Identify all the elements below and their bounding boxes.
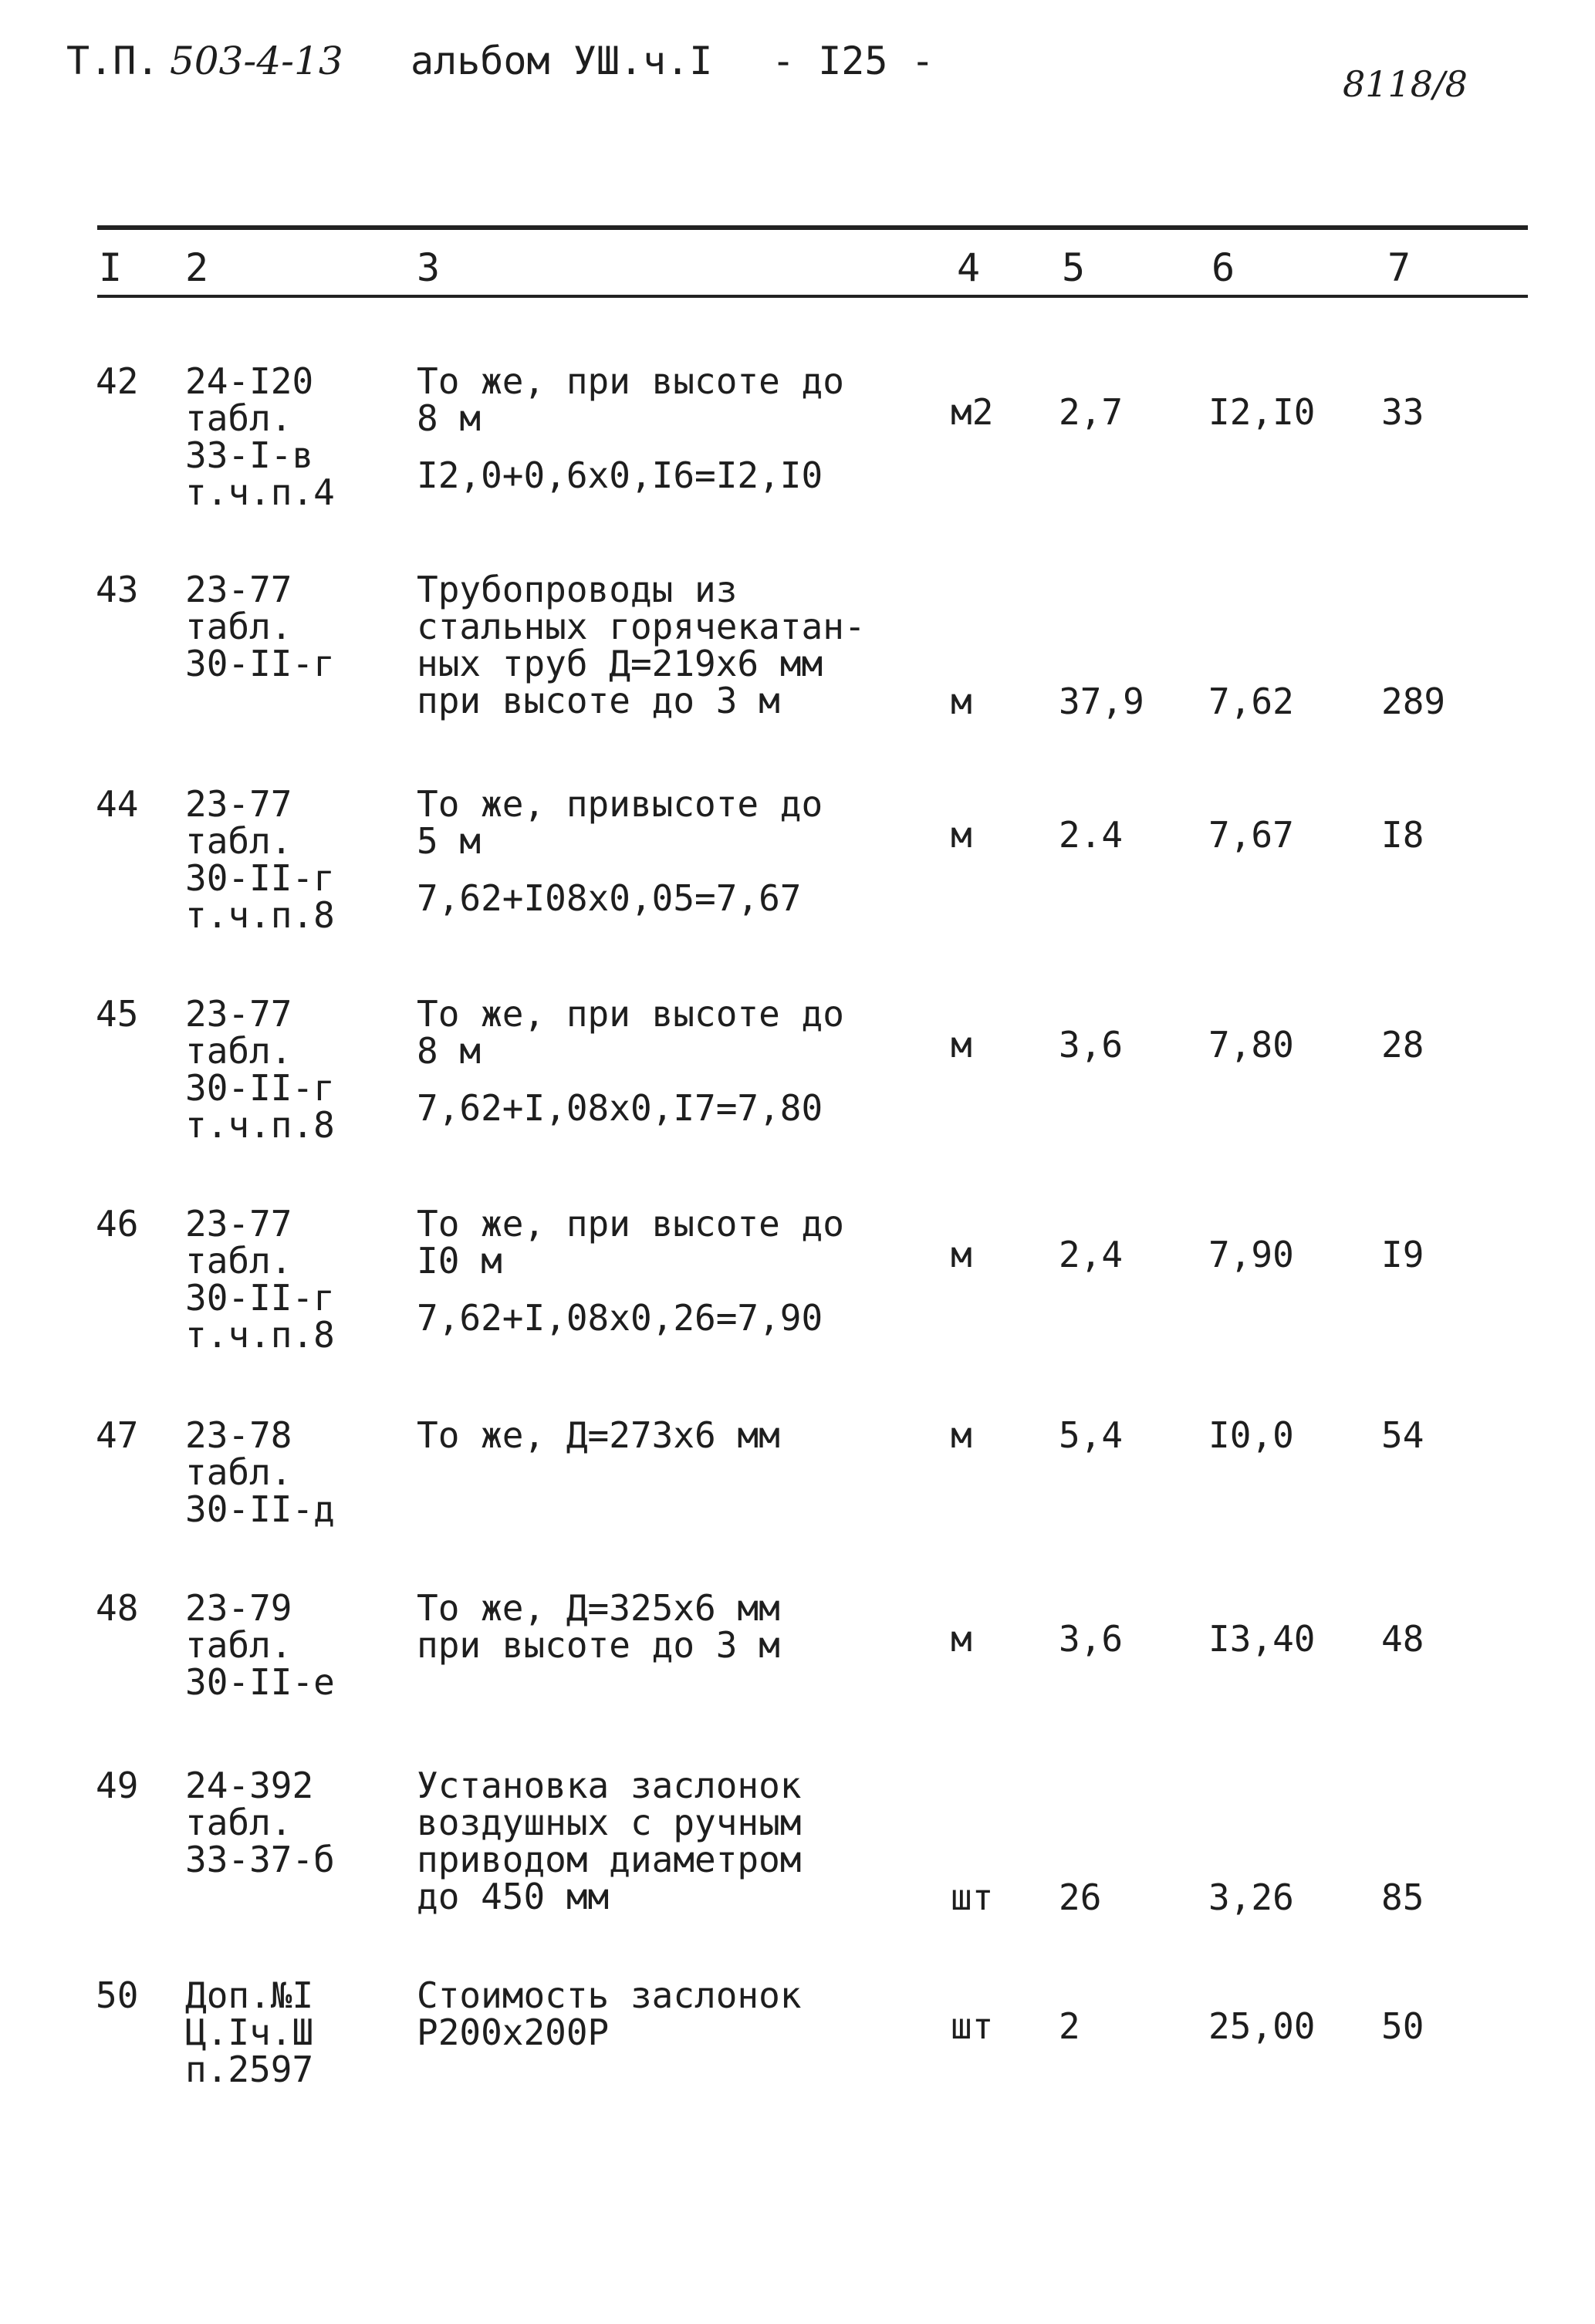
reference-line: т.ч.п.8 (185, 1104, 335, 1146)
row-number: 45 (96, 993, 139, 1035)
table-column-headers (0, 245, 1595, 292)
reference-line: табл. (185, 1802, 292, 1843)
reference-line: 23-77 (185, 1203, 292, 1245)
col-head-7: 7 (1387, 245, 1411, 290)
row-unit: шт (951, 1876, 994, 1918)
row-description (417, 1414, 780, 1456)
row-reference (185, 1203, 335, 1356)
header-document-number: 8118/8 (1343, 63, 1468, 105)
row-quantity: 2 (1059, 2005, 1080, 2047)
description-line: То же, привысоте до (417, 783, 823, 825)
reference-line: 30-II-г (185, 857, 335, 899)
description-line: до 450 мм (417, 1876, 610, 1917)
row-quantity: 2,4 (1059, 1234, 1124, 1275)
reference-line: 33-I-в (185, 434, 314, 476)
row-total-cost: 289 (1381, 681, 1446, 722)
row-total-cost: I9 (1381, 1234, 1424, 1275)
row-total-cost: 54 (1381, 1414, 1424, 1456)
description-line: То же, при высоте до (417, 360, 844, 402)
header-page-number: - I25 - (772, 39, 934, 83)
row-description (417, 571, 866, 719)
table-row (0, 571, 1595, 772)
row-description (417, 785, 823, 917)
row-unit-price: 7,80 (1208, 1024, 1294, 1066)
row-unit-price: I2,I0 (1208, 391, 1316, 433)
reference-line: 23-77 (185, 993, 292, 1035)
table-row (0, 1767, 1595, 1968)
row-unit: м (951, 681, 972, 722)
row-quantity: 26 (1059, 1876, 1102, 1918)
table-row (0, 360, 1595, 563)
row-total-cost: 85 (1381, 1876, 1424, 1918)
row-description (417, 1589, 780, 1664)
description-line: стальных горячекатан- (417, 606, 866, 647)
reference-line: табл. (185, 1624, 292, 1666)
row-number: 49 (96, 1765, 139, 1806)
reference-line: 33-37-б (185, 1839, 335, 1880)
col-head-3: 3 (417, 245, 441, 290)
table-header-rule (97, 295, 1528, 298)
reference-line: т.ч.п.4 (185, 471, 335, 513)
description-line: 8 м (417, 397, 482, 439)
row-unit: м (951, 1414, 972, 1456)
row-reference (185, 1767, 335, 1878)
description-line: ных труб Д=219х6 мм (417, 643, 823, 684)
row-unit: м (951, 1234, 972, 1275)
row-unit-price: I0,0 (1208, 1414, 1294, 1456)
col-head-4: 4 (957, 245, 981, 290)
description-line: Установка заслонок (417, 1765, 802, 1806)
row-total-cost: 28 (1381, 1024, 1424, 1066)
row-number: 46 (96, 1203, 139, 1245)
reference-line: т.ч.п.8 (185, 894, 335, 936)
row-unit: м2 (951, 391, 994, 433)
row-description (417, 995, 844, 1127)
row-total-cost: 33 (1381, 391, 1424, 433)
row-total-cost: 48 (1381, 1618, 1424, 1660)
row-reference (185, 571, 335, 682)
reference-line: 23-79 (185, 1587, 292, 1629)
row-number: 50 (96, 1974, 139, 2016)
description-line: Р200х200Р (417, 2012, 610, 2053)
header-album: альбом УШ.ч.I (411, 39, 713, 83)
row-calculation: I2,0+0,6х0,I6=I2,I0 (417, 454, 823, 496)
table-row (0, 1205, 1595, 1406)
row-number: 44 (96, 783, 139, 825)
reference-line: 30-II-г (185, 643, 335, 684)
description-line: 8 м (417, 1030, 482, 1072)
row-reference (185, 360, 335, 513)
row-calculation: 7,62+I,08х0,26=7,90 (417, 1297, 823, 1339)
row-reference (185, 785, 335, 934)
description-line: воздушных с ручным (417, 1802, 802, 1843)
col-head-1: I (99, 245, 123, 290)
reference-line: 30-II-е (185, 1661, 335, 1703)
col-head-2: 2 (185, 245, 209, 290)
col-head-6: 6 (1211, 245, 1235, 290)
row-unit: м (951, 1024, 972, 1066)
table-row (0, 1589, 1595, 1790)
row-unit: м (951, 814, 972, 856)
row-unit: м (951, 1618, 972, 1660)
reference-line: табл. (185, 397, 292, 439)
row-unit-price: I3,40 (1208, 1618, 1316, 1660)
description-line: То же, при высоте до (417, 1203, 844, 1245)
table-row (0, 785, 1595, 986)
row-unit-price: 7,62 (1208, 681, 1294, 722)
row-description (417, 360, 844, 496)
reference-line: 30-II-д (185, 1488, 335, 1530)
row-description (417, 1203, 844, 1339)
row-calculation: 7,62+I08х0,05=7,67 (417, 877, 802, 919)
row-quantity: 2,7 (1059, 391, 1124, 433)
reference-line: 23-78 (185, 1414, 292, 1456)
reference-line: 23-77 (185, 569, 292, 610)
row-unit-price: 7,90 (1208, 1234, 1294, 1275)
reference-line: табл. (185, 1451, 292, 1493)
row-reference (185, 1974, 314, 2090)
reference-line: табл. (185, 606, 292, 647)
description-line: То же, при высоте до (417, 993, 844, 1035)
description-line: Трубопроводы из (417, 569, 738, 610)
reference-line: т.ч.п.8 (185, 1314, 335, 1356)
row-quantity: 3,6 (1059, 1618, 1124, 1660)
description-line: То же, Д=325х6 мм (417, 1587, 780, 1629)
row-unit-price: 3,26 (1208, 1876, 1294, 1918)
description-line: приводом диаметром (417, 1839, 802, 1880)
row-number: 43 (96, 569, 139, 610)
row-reference (185, 1589, 335, 1701)
description-line: при высоте до 3 м (417, 680, 780, 721)
row-description (417, 1974, 802, 2053)
row-unit-price: 7,67 (1208, 814, 1294, 856)
row-number: 47 (96, 1414, 139, 1456)
row-quantity: 5,4 (1059, 1414, 1124, 1456)
row-reference (185, 993, 335, 1146)
row-reference (185, 1414, 335, 1530)
reference-line: табл. (185, 820, 292, 862)
description-line: 5 м (417, 820, 482, 862)
table-row (0, 995, 1595, 1196)
header-project-code: 503-4-13 (170, 39, 343, 83)
row-quantity: 3,6 (1059, 1024, 1124, 1066)
row-calculation: 7,62+I,08х0,I7=7,80 (417, 1087, 823, 1129)
col-head-5: 5 (1062, 245, 1086, 290)
reference-line: 30-II-г (185, 1277, 335, 1319)
row-total-cost: 50 (1381, 2005, 1424, 2047)
description-line: Стоимость заслонок (417, 1974, 802, 2016)
reference-line: 24-392 (185, 1765, 314, 1806)
row-total-cost: I8 (1381, 814, 1424, 856)
row-unit-price: 25,00 (1208, 2005, 1316, 2047)
description-line: I0 м (417, 1240, 502, 1282)
reference-line: 23-77 (185, 783, 292, 825)
row-number: 42 (96, 360, 139, 402)
reference-line: 24-I20 (185, 360, 314, 402)
row-description (417, 1767, 802, 1915)
reference-line: Доп.№I (185, 1974, 314, 2016)
table-row (0, 1974, 1595, 2177)
reference-line: Ц.Iч.Ш (185, 2012, 314, 2053)
table-top-rule (97, 225, 1528, 230)
row-number: 48 (96, 1587, 139, 1629)
reference-line: 30-II-г (185, 1067, 335, 1109)
header-tp: Т.П. (66, 39, 160, 83)
row-quantity: 37,9 (1059, 681, 1144, 722)
row-unit: шт (951, 2005, 994, 2047)
description-line: при высоте до 3 м (417, 1624, 780, 1666)
reference-line: табл. (185, 1030, 292, 1072)
description-line: То же, Д=273х6 мм (417, 1414, 780, 1456)
reference-line: табл. (185, 1240, 292, 1282)
reference-line: п.2597 (185, 2049, 314, 2090)
row-quantity: 2.4 (1059, 814, 1124, 856)
